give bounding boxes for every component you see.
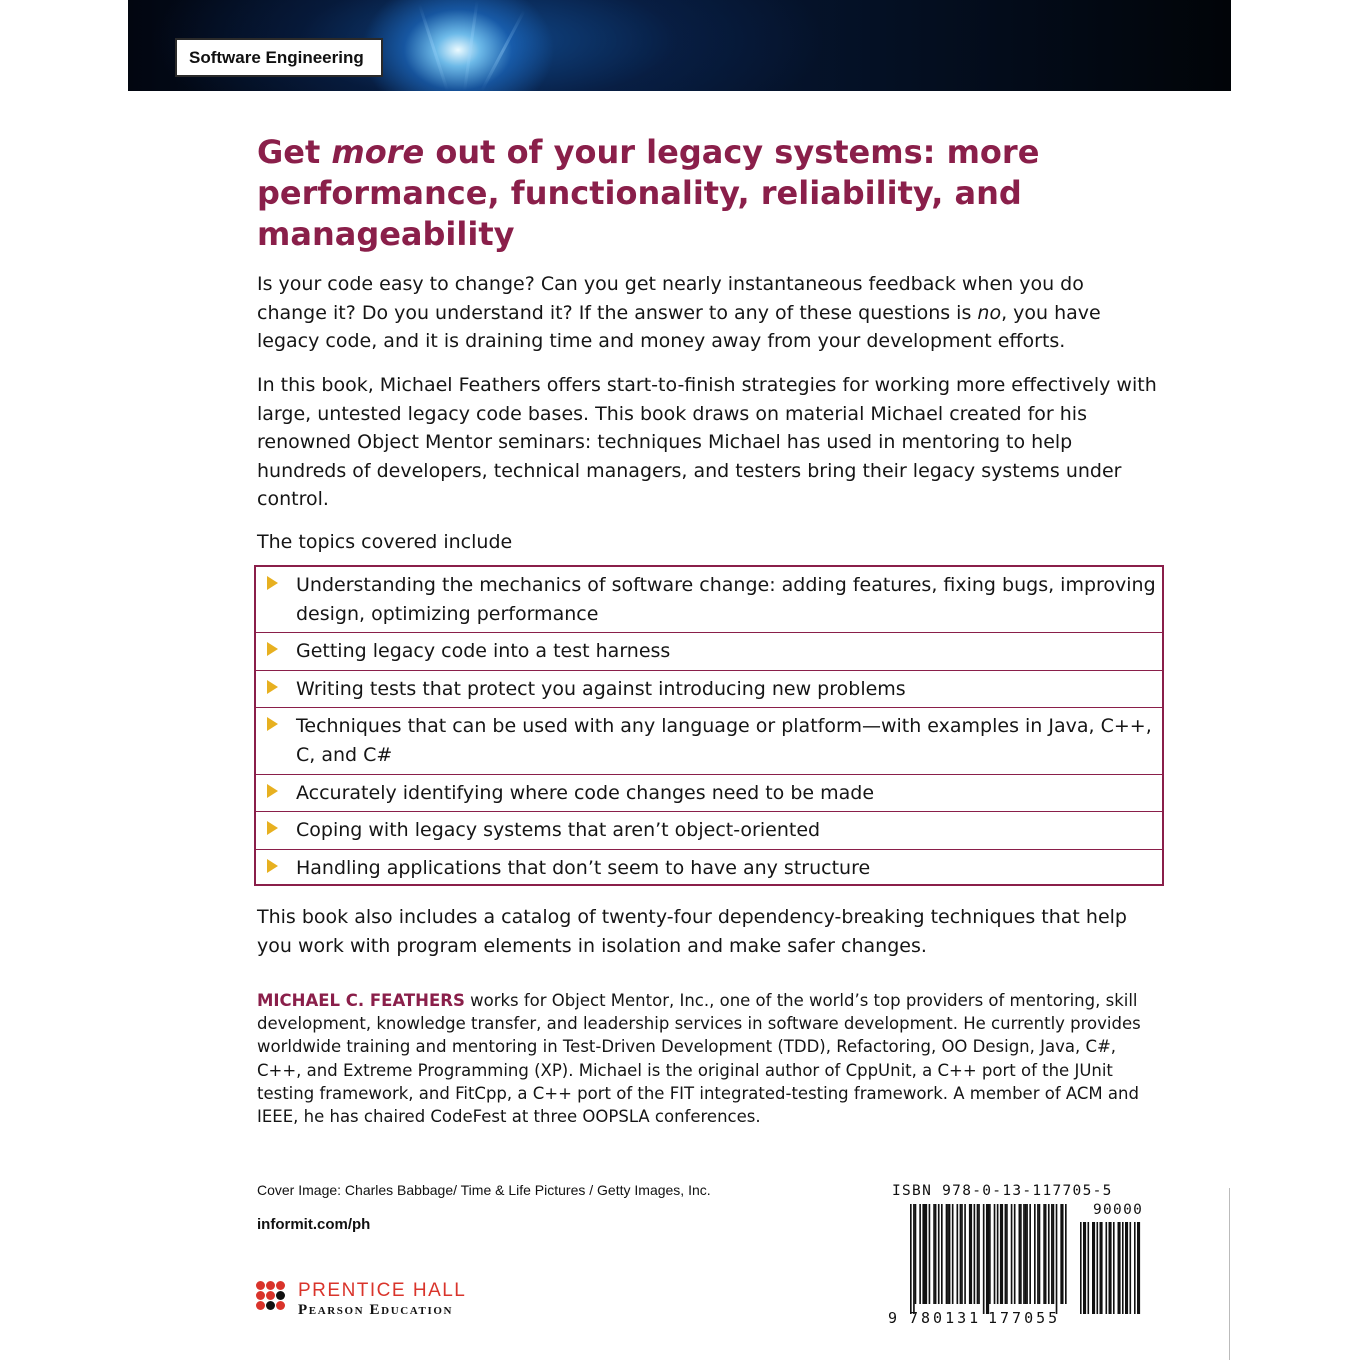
topic-text: Writing tests that protect you against introducing new problems <box>296 677 906 700</box>
barcode-bar <box>1060 1204 1062 1304</box>
barcode-addon-bar <box>1139 1222 1141 1314</box>
barcode-bar <box>957 1204 959 1304</box>
barcode-bar <box>1051 1204 1053 1304</box>
description-paragraph: In this book, Michael Feathers offers start-to-finish strategies for working more effectively with large, untested legacy code bases. This book draws on material Michael created for his renowned Object Mentor seminars: techniques Michael has used in mentoring to help hundreds of developers, technical managers, and testers bring their legacy systems under control. <box>257 374 1157 511</box>
barcode-bar <box>922 1204 924 1304</box>
barcode-addon-bar <box>1100 1222 1102 1314</box>
light-ray <box>480 10 525 92</box>
barcode-bar <box>977 1204 979 1304</box>
barcode-bar <box>978 1204 980 1304</box>
barcode-bar <box>952 1204 954 1304</box>
topic-item <box>256 708 1162 774</box>
barcode-bar <box>1048 1204 1050 1304</box>
barcode-addon-bar <box>1118 1222 1120 1314</box>
barcode-bar <box>946 1204 948 1304</box>
topic-item <box>256 775 1162 813</box>
barcode-bar <box>915 1204 917 1304</box>
topic-item <box>256 567 1162 633</box>
barcode-bar <box>994 1204 996 1304</box>
isbn-number: ISBN 978-0-13-117705-5 <box>892 1183 1113 1199</box>
barcode-addon-bar <box>1137 1222 1139 1314</box>
barcode-bar <box>964 1204 966 1304</box>
headline-part1: Get <box>257 133 332 171</box>
barcode-bar <box>1001 1204 1003 1304</box>
intro-text-end: , you have legacy code, and it is draining time and money away from your development efforts. <box>257 301 1101 353</box>
barcode-addon-bar <box>1125 1222 1127 1314</box>
barcode-bar <box>997 1204 999 1304</box>
barcode-bars-icon <box>888 1204 1158 1314</box>
barcode-addon-bar <box>1092 1222 1094 1314</box>
barcode-addon-bar <box>1088 1222 1090 1314</box>
topic-text: Handling applications that don’t seem to have any structure <box>296 856 871 879</box>
barcode-bar <box>1014 1204 1016 1304</box>
barcode-bar <box>947 1204 949 1304</box>
publisher-logo <box>256 1281 526 1321</box>
bullet-arrow-icon <box>267 784 278 798</box>
barcode-bar <box>929 1204 931 1304</box>
barcode-bar <box>913 1204 915 1314</box>
topic-text: Understanding the mechanics of software change: adding features, fixing bugs, improving design, optimizing performance <box>296 574 1156 625</box>
category-badge: Software Engineering <box>175 38 383 77</box>
barcode-bar <box>1056 1204 1058 1314</box>
ean-right-group: 177055 <box>988 1309 1061 1327</box>
barcode-bar <box>910 1204 912 1314</box>
topics-list <box>254 565 1164 886</box>
barcode-bar <box>1006 1204 1008 1304</box>
barcode-bar <box>1029 1204 1031 1304</box>
intro-text: Is your code easy to change? Can you get nearly instantaneous feedback when you do change it? Do you understand it? If the answer to any of these questions is <box>257 273 1084 324</box>
intro-paragraph <box>257 270 1157 356</box>
barcode-addon-bar <box>1113 1222 1115 1314</box>
publisher-name: PRENTICE HALL <box>298 1280 467 1301</box>
cover-image-credit: Cover Image: Charles Babbage/ Time & Life Pictures / Getty Images, Inc. <box>257 1182 711 1198</box>
barcode-bar <box>926 1204 928 1304</box>
barcode-addon-bar <box>1097 1222 1099 1314</box>
publisher-subname: Pearson Education <box>298 1302 454 1318</box>
barcode-bar <box>961 1204 963 1304</box>
barcode-addon-bar <box>1134 1222 1136 1314</box>
barcode-bar <box>941 1204 943 1304</box>
author-bio <box>257 989 1157 1128</box>
barcode-bar <box>949 1204 951 1304</box>
bullet-arrow-icon <box>267 859 278 873</box>
topic-item <box>256 671 1162 709</box>
headline <box>257 132 1157 255</box>
intro-emphasis: no <box>977 301 1002 324</box>
barcode-bar <box>960 1204 962 1304</box>
barcode-addon-bar <box>1094 1222 1096 1314</box>
topics-intro: The topics covered include <box>257 531 513 553</box>
barcode-bar <box>935 1204 937 1304</box>
headline-part2: out of your legacy systems: more performance, functionality, reliability, and manageability <box>257 133 1040 253</box>
barcode-bar <box>1005 1204 1007 1304</box>
barcode-bar <box>933 1204 935 1304</box>
barcode-bar <box>919 1204 921 1304</box>
topic-text: Accurately identifying where code changes need to be made <box>296 781 875 804</box>
barcode-addon-bar <box>1101 1222 1103 1314</box>
barcode-addon-bar <box>1085 1222 1087 1314</box>
catalog-paragraph: This book also includes a catalog of twenty-four dependency-breaking techniques that help you work with program elements in isolation and make safer changes. <box>257 906 1127 957</box>
price-code: 90000 <box>1093 1202 1144 1218</box>
light-ray <box>463 1 479 92</box>
barcode-bar <box>1020 1204 1022 1304</box>
cover-banner <box>128 0 1231 91</box>
barcode-bar <box>986 1204 988 1314</box>
barcode-bar <box>1011 1204 1013 1304</box>
barcode-bar <box>1053 1204 1055 1304</box>
barcode-addon-bar <box>1109 1222 1111 1314</box>
barcode-addon-bar <box>1080 1222 1082 1314</box>
barcode-bar <box>1023 1204 1025 1304</box>
topic-item <box>256 812 1162 850</box>
barcode-bar <box>1043 1204 1045 1304</box>
bullet-arrow-icon <box>267 642 278 656</box>
barcode-addon-bar <box>1119 1222 1121 1314</box>
barcode-bar <box>1026 1204 1028 1304</box>
barcode-bar <box>969 1204 971 1304</box>
light-ray <box>418 4 449 91</box>
ean-left-group: 780131 <box>909 1309 982 1327</box>
bullet-arrow-icon <box>267 680 278 694</box>
barcode-bar <box>983 1204 985 1314</box>
barcode-addon-bar <box>1122 1222 1124 1314</box>
barcode-bar <box>1045 1204 1047 1304</box>
topic-text: Techniques that can be used with any language or platform—with examples in Java, C++, C, and C# <box>296 715 1152 766</box>
barcode-bar <box>1062 1204 1064 1304</box>
barcode-bar <box>974 1204 976 1304</box>
headline-emphasis: more <box>331 133 425 171</box>
barcode-bar <box>988 1204 990 1314</box>
barcode-addon-bar <box>1130 1222 1132 1314</box>
website-link: informit.com/ph <box>257 1216 371 1233</box>
barcode-bar <box>1019 1204 1021 1304</box>
barcode-bar <box>1037 1204 1039 1304</box>
bullet-arrow-icon <box>267 717 278 731</box>
barcode-bar <box>1025 1204 1027 1304</box>
barcode-addon-bar <box>1083 1222 1085 1314</box>
barcode-bar <box>970 1204 972 1304</box>
bullet-arrow-icon <box>267 576 278 590</box>
barcode-addon-bar <box>1110 1222 1112 1314</box>
publisher-dots-icon <box>256 1281 286 1317</box>
barcode-bar <box>924 1204 926 1304</box>
topic-item <box>256 633 1162 671</box>
barcode-bar <box>938 1204 940 1304</box>
barcode-bar <box>1000 1204 1002 1304</box>
author-bio-text: works for Object Mentor, Inc., one of the world’s top providers of mentoring, skill development, knowledge transfer, and leadership services in software development. He currently provides worldwide training and mentoring in Test-Driven Development (TDD), Refactoring, OO Design, Java, C#, C++, and Extreme Programming (XP). Michael is the original author of CppUnit, a C++ port of the JUnit testing framework, and FitCpp, a C++ port of the FIT integrated-testing framework. A member of ACM and IEEE, he has chaired CodeFest at three OOPSLA conferences. <box>257 991 1141 1127</box>
page-edge-line <box>1229 1188 1230 1360</box>
topic-item <box>256 850 1162 887</box>
barcode-bar <box>1034 1204 1036 1304</box>
barcode-bar <box>1039 1204 1041 1304</box>
barcode-addon-bar <box>1106 1222 1108 1314</box>
barcode-bar <box>1065 1204 1067 1304</box>
topic-text: Getting legacy code into a test harness <box>296 640 671 663</box>
ean-first-digit: 9 <box>888 1309 898 1327</box>
isbn-barcode <box>888 1183 1158 1333</box>
bullet-arrow-icon <box>267 821 278 835</box>
barcode-bar <box>989 1204 991 1304</box>
author-name: MICHAEL C. FEATHERS <box>257 991 465 1010</box>
topic-text: Coping with legacy systems that aren’t object-oriented <box>296 819 821 842</box>
book-back-cover <box>128 0 1231 1360</box>
barcode-addon-bar <box>1127 1222 1129 1314</box>
